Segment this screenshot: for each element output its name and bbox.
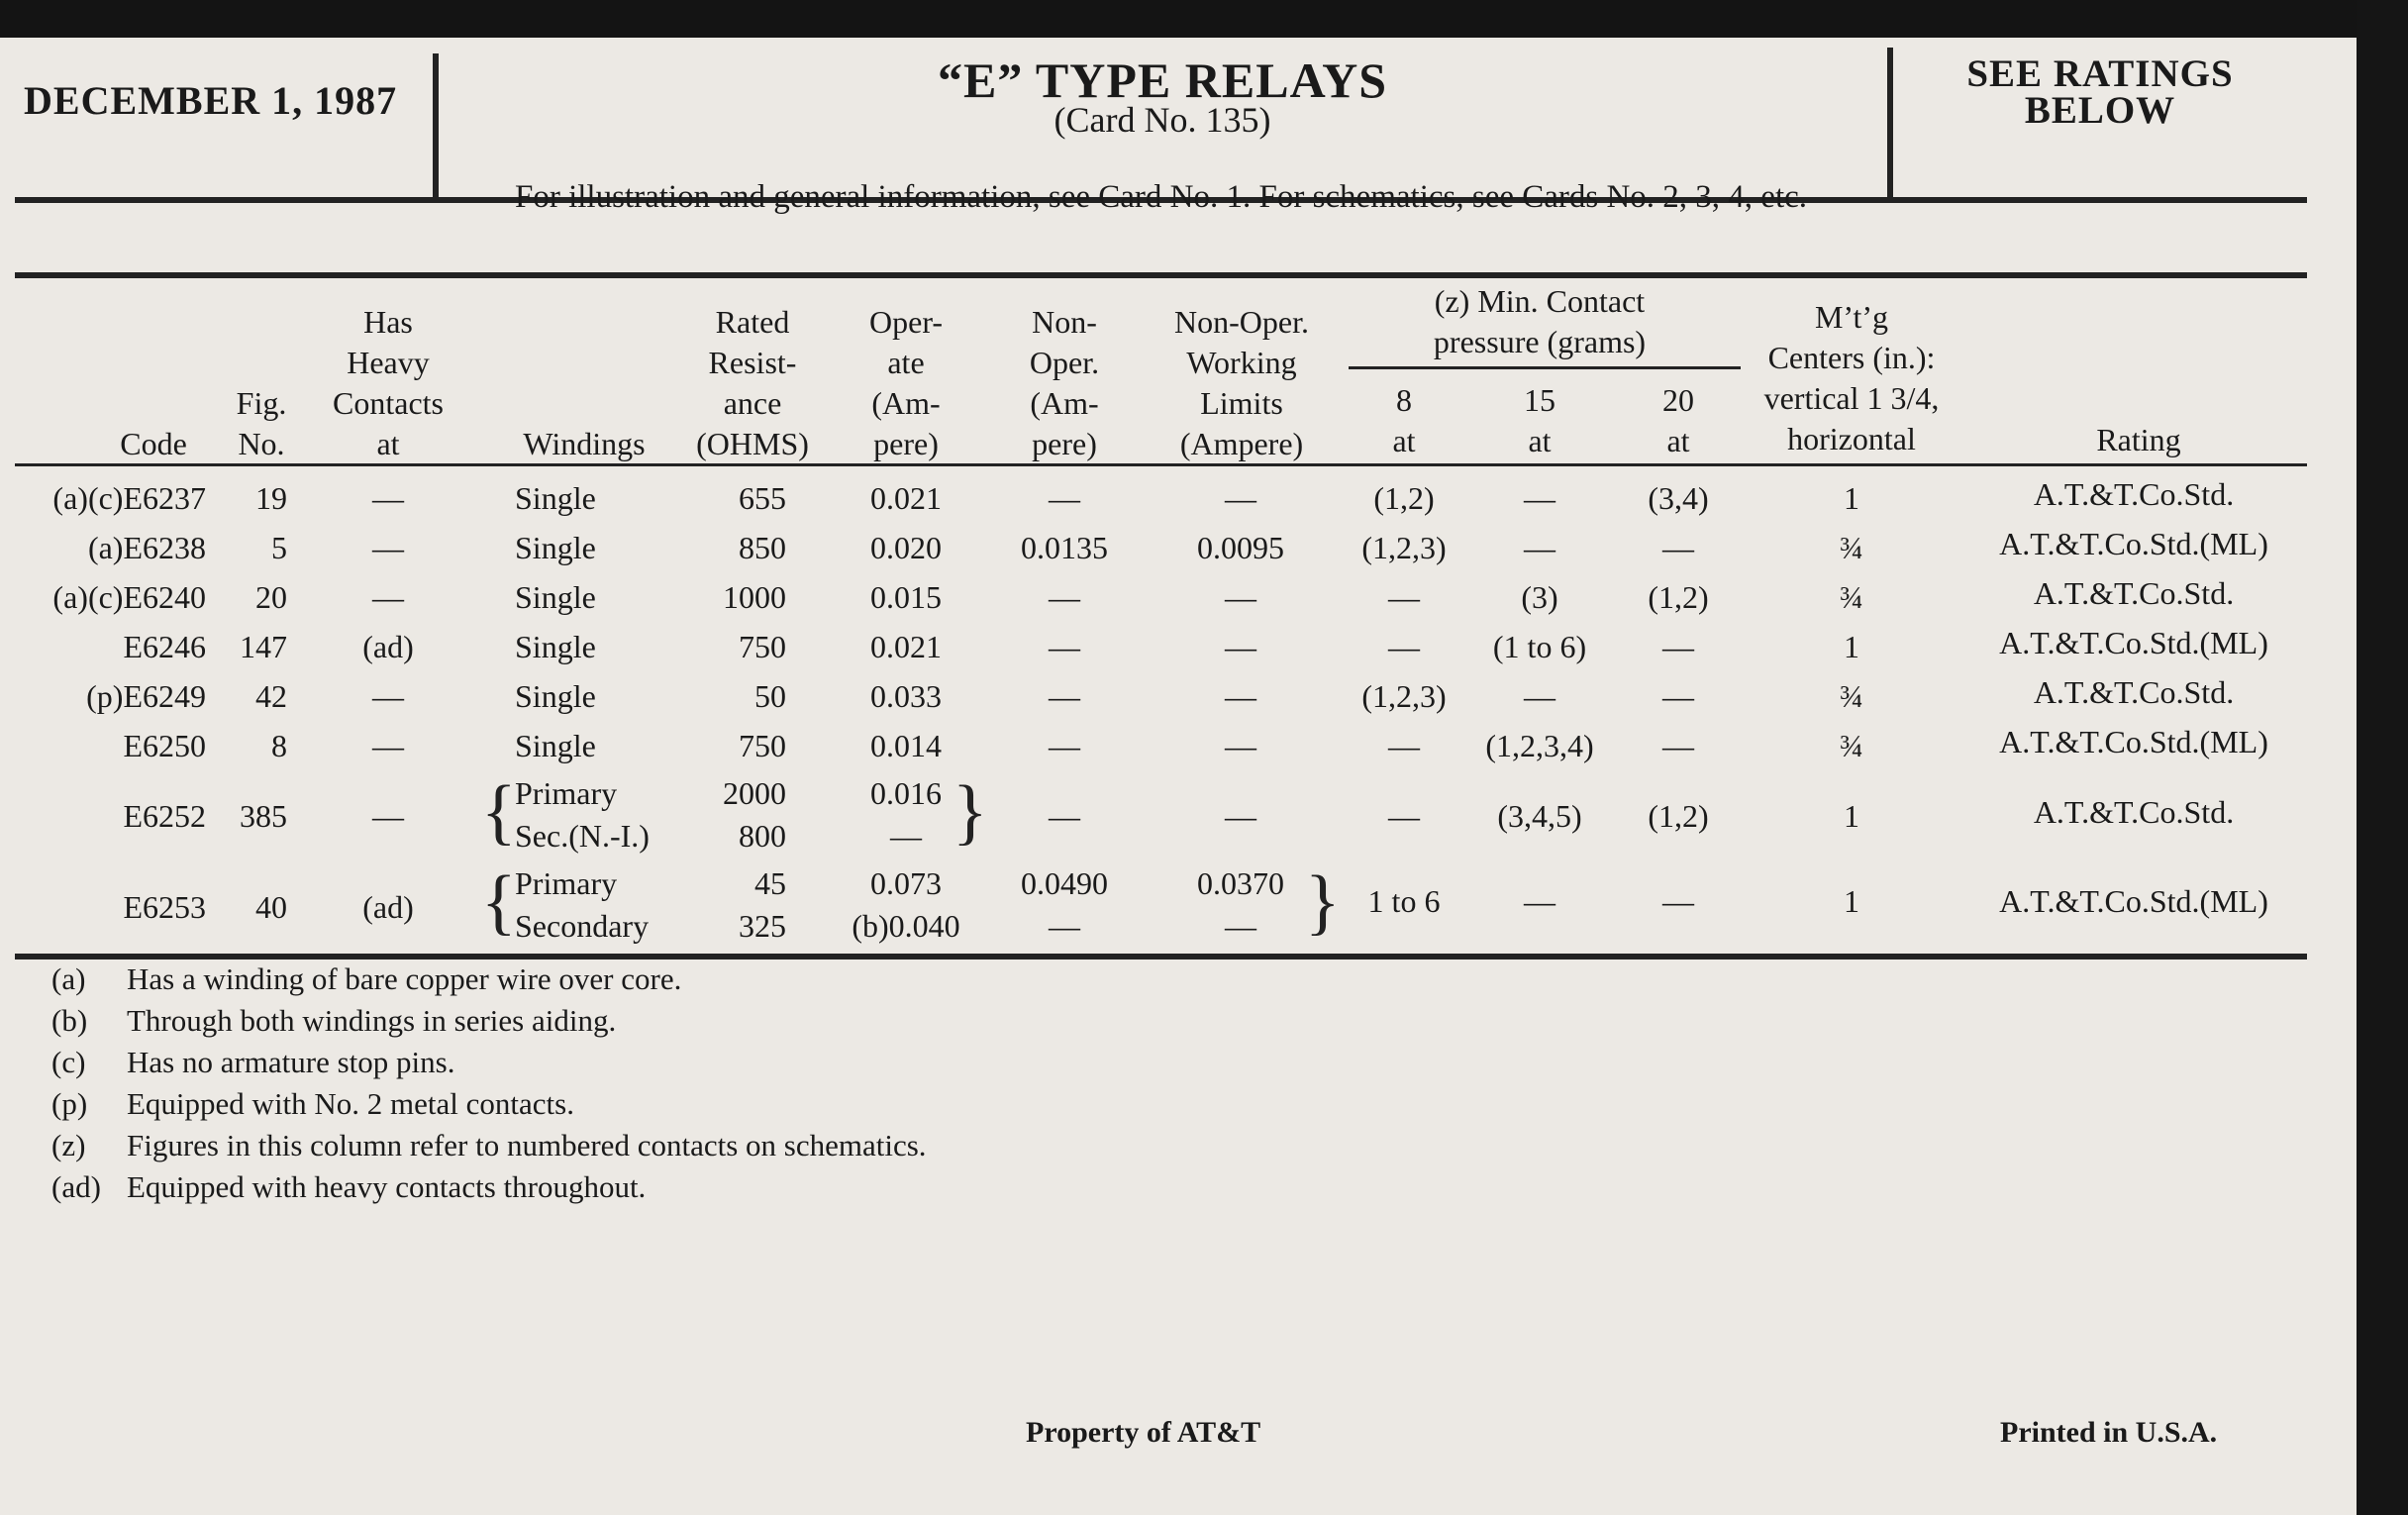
cell-mtg: ¾ [1840, 530, 1863, 565]
cell-fig: 147 [240, 629, 287, 664]
cell-operate-primary: 0.073 [870, 865, 942, 901]
cell-nonoper-secondary: — [1049, 908, 1080, 944]
cell-rating: A.T.&T.Co.Std. [2033, 674, 2235, 710]
cell-heavy: — [372, 579, 404, 615]
cell-heavy: (ad) [362, 629, 414, 664]
scan-top-border [0, 0, 2408, 38]
cell-mtg: 1 [1844, 798, 1859, 834]
cell-fig: 5 [271, 530, 287, 565]
footnote [51, 1125, 927, 1166]
cell-operate-secondary: (b)0.040 [852, 908, 960, 944]
brace-windings-e6252: { [481, 771, 517, 853]
cell-rating: A.T.&T.Co.Std. [2033, 476, 2235, 512]
cell-fig: 385 [240, 798, 287, 834]
col-operate: Oper- ate (Am- pere) [869, 304, 943, 461]
footnote-mark: (ad) [51, 1169, 101, 1204]
header-divider-right [1887, 48, 1893, 198]
brace-working-e6253: } [1305, 861, 1341, 943]
cell-8g: — [1388, 629, 1420, 664]
brace-windings-e6253: { [481, 861, 517, 943]
footnote-mark: (p) [51, 1086, 88, 1121]
cell-nonoper: — [1049, 728, 1080, 763]
cell-winding-secondary: Sec.(N.-I.) [515, 818, 650, 854]
cell-mtg: ¾ [1840, 728, 1863, 763]
cell-nonoper: — [1049, 798, 1080, 834]
cell-code: E6253 [123, 889, 206, 925]
cell-mtg: ¾ [1840, 678, 1863, 714]
col-code: Code [120, 426, 187, 461]
cell-resist: 655 [739, 480, 786, 516]
footnote-text: Through both windings in series aiding. [127, 1003, 617, 1038]
cell-resist-primary: 45 [754, 865, 786, 901]
col-15-grams: 15 at [1524, 382, 1555, 458]
cell-resist: 750 [739, 629, 786, 664]
cell-15g: (3) [1521, 579, 1558, 615]
cell-windings: Single [515, 629, 596, 664]
cell-fig: 40 [255, 889, 287, 925]
cell-code: E6246 [123, 629, 206, 664]
cell-20g: — [1662, 530, 1694, 565]
col-fig: Fig. No. [236, 385, 287, 461]
cell-windings: Single [515, 530, 596, 565]
cell-15g: (3,4,5) [1497, 798, 1582, 834]
footnote-text: Equipped with heavy contacts throughout. [127, 1169, 647, 1204]
footnote [51, 1000, 927, 1042]
cell-nonoper-primary: 0.0490 [1021, 865, 1108, 901]
cell-20g: (1,2) [1648, 798, 1709, 834]
cell-operate: 0.033 [870, 678, 942, 714]
cell-code: (a)(c)E6237 [52, 480, 206, 516]
cell-mtg: 1 [1844, 629, 1859, 664]
footnote-text: Has no armature stop pins. [127, 1045, 455, 1079]
footnote-mark: (c) [51, 1045, 86, 1079]
col-rated-resistance: Rated Resist- ance (OHMS) [696, 304, 809, 461]
footer-printed: Printed in U.S.A. [2000, 1416, 2218, 1449]
cell-15g: — [1524, 530, 1555, 565]
footnote [51, 959, 927, 1000]
cell-heavy: — [372, 728, 404, 763]
cell-code: E6252 [123, 798, 206, 834]
cell-windings: Single [515, 678, 596, 714]
cell-mtg: 1 [1844, 480, 1859, 516]
cell-15g: — [1524, 678, 1555, 714]
cell-heavy: — [372, 480, 404, 516]
cell-15g: (1,2,3,4) [1485, 728, 1594, 763]
scan-right-border [2357, 0, 2408, 1515]
brace-operate-e6252: } [953, 771, 988, 853]
footer-property: Property of AT&T [1026, 1416, 1261, 1449]
cell-working: 0.0095 [1197, 530, 1284, 565]
cell-mtg: 1 [1844, 883, 1859, 919]
cell-winding-primary: Primary [515, 775, 618, 811]
cell-8g: — [1388, 728, 1420, 763]
cell-operate: 0.020 [870, 530, 942, 565]
footnotes [51, 959, 927, 1208]
info-line: For illustration and general information, see Card No. 1. For schematics, see Cards No. 2, 3, 4, etc. [514, 179, 1808, 215]
col-rating: Rating [2096, 422, 2181, 457]
col-mounting-centers: M’t’g Centers (in.): vertical 1 3/4, horizontal [1763, 299, 1940, 456]
cell-code: (a)(c)E6240 [52, 579, 206, 615]
cell-working-secondary: — [1225, 908, 1256, 944]
cell-resist: 1000 [723, 579, 786, 615]
cell-windings: Single [515, 579, 596, 615]
cell-working-primary: 0.0370 [1197, 865, 1284, 901]
cell-rating: A.T.&T.Co.Std.(ML) [1999, 526, 2268, 561]
footnote-mark: (a) [51, 961, 86, 996]
cell-working: — [1225, 798, 1256, 834]
cell-heavy: — [372, 530, 404, 565]
cell-working: — [1225, 579, 1256, 615]
cell-8g: — [1388, 579, 1420, 615]
cell-windings: Single [515, 480, 596, 516]
cell-8g: (1,2,3) [1361, 530, 1447, 565]
card-number: (Card No. 135) [1054, 100, 1271, 140]
cell-20g: (3,4) [1648, 480, 1709, 516]
cell-8g: (1,2,3) [1361, 678, 1447, 714]
cell-working: — [1225, 728, 1256, 763]
card-title: “E” TYPE RELAYS [937, 52, 1388, 108]
footnote-text: Figures in this column refer to numbered contacts on schematics. [127, 1128, 927, 1162]
cell-code: (p)E6249 [86, 678, 206, 714]
cell-15g: (1 to 6) [1492, 629, 1587, 664]
cell-resist-primary: 2000 [723, 775, 786, 811]
footnote-text: Equipped with No. 2 metal contacts. [127, 1086, 574, 1121]
cell-15g: — [1524, 883, 1555, 919]
cell-code: (a)E6238 [87, 530, 206, 565]
cell-fig: 8 [271, 728, 287, 763]
cell-resist-secondary: 800 [739, 818, 786, 854]
cell-working: — [1225, 629, 1256, 664]
info-rule [15, 272, 2307, 278]
col-20-grams: 20 at [1662, 382, 1694, 458]
cell-winding-primary: Primary [515, 865, 618, 901]
cell-8g: — [1388, 798, 1420, 834]
footnote-mark: (z) [51, 1128, 86, 1162]
cell-fig: 19 [255, 480, 287, 516]
cell-15g: — [1524, 480, 1555, 516]
contact-group-rule [1349, 366, 1741, 369]
cell-operate-primary: 0.016 [870, 775, 942, 811]
cell-rating: A.T.&T.Co.Std. [2033, 794, 2235, 830]
column-header-rule [15, 463, 2307, 466]
footnote [51, 1166, 927, 1208]
cell-operate: 0.021 [870, 629, 942, 664]
cell-working: — [1225, 678, 1256, 714]
cell-20g: — [1662, 728, 1694, 763]
relay-card [0, 38, 2357, 1515]
card-date: DECEMBER 1, 1987 [24, 78, 398, 123]
cell-working: — [1225, 480, 1256, 516]
footnote [51, 1042, 927, 1083]
col-contact-pressure-group: (z) Min. Contact pressure (grams) [1433, 283, 1647, 359]
cell-heavy: — [372, 678, 404, 714]
cell-rating: A.T.&T.Co.Std. [2033, 575, 2235, 611]
footnote-mark: (b) [51, 1003, 88, 1038]
cell-operate: 0.015 [870, 579, 942, 615]
cell-windings: Single [515, 728, 596, 763]
cell-rating: A.T.&T.Co.Std.(ML) [1999, 883, 2268, 919]
cell-nonoper: — [1049, 629, 1080, 664]
footnote-text: Has a winding of bare copper wire over core. [127, 961, 682, 996]
cell-nonoper: — [1049, 678, 1080, 714]
col-non-operate: Non- Oper. (Am- pere) [1029, 304, 1100, 461]
cell-fig: 20 [255, 579, 287, 615]
see-ratings [1893, 52, 2307, 132]
footnote [51, 1083, 927, 1125]
cell-mtg: ¾ [1840, 579, 1863, 615]
cell-operate-secondary: — [890, 818, 922, 854]
cell-20g: — [1662, 678, 1694, 714]
col-working-limits: Non-Oper. Working Limits (Ampere) [1174, 304, 1309, 461]
cell-operate: 0.021 [870, 480, 942, 516]
cell-20g: — [1662, 883, 1694, 919]
cell-nonoper: — [1049, 480, 1080, 516]
cell-20g: (1,2) [1648, 579, 1709, 615]
cell-code: E6250 [123, 728, 206, 763]
cell-resist-secondary: 325 [739, 908, 786, 944]
cell-resist: 750 [739, 728, 786, 763]
cell-heavy: — [372, 798, 404, 834]
cell-rating: A.T.&T.Co.Std.(ML) [1999, 724, 2268, 759]
cell-operate: 0.014 [870, 728, 942, 763]
cell-rating: A.T.&T.Co.Std.(ML) [1999, 625, 2268, 660]
col-8-grams: 8 at [1392, 382, 1416, 458]
cell-8g: 1 to 6 [1367, 883, 1441, 919]
cell-nonoper: 0.0135 [1021, 530, 1108, 565]
cell-resist: 850 [739, 530, 786, 565]
col-heavy-contacts: Has Heavy Contacts at [333, 304, 444, 461]
see-ratings-line1: SEE RATINGS [1966, 52, 2234, 95]
cell-20g: — [1662, 629, 1694, 664]
see-ratings-line2: BELOW [2024, 89, 2176, 132]
cell-heavy: (ad) [362, 889, 414, 925]
cell-8g: (1,2) [1373, 480, 1435, 516]
cell-resist: 50 [754, 678, 786, 714]
cell-fig: 42 [255, 678, 287, 714]
cell-nonoper: — [1049, 579, 1080, 615]
cell-winding-secondary: Secondary [515, 908, 650, 944]
col-windings: Windings [523, 426, 646, 461]
